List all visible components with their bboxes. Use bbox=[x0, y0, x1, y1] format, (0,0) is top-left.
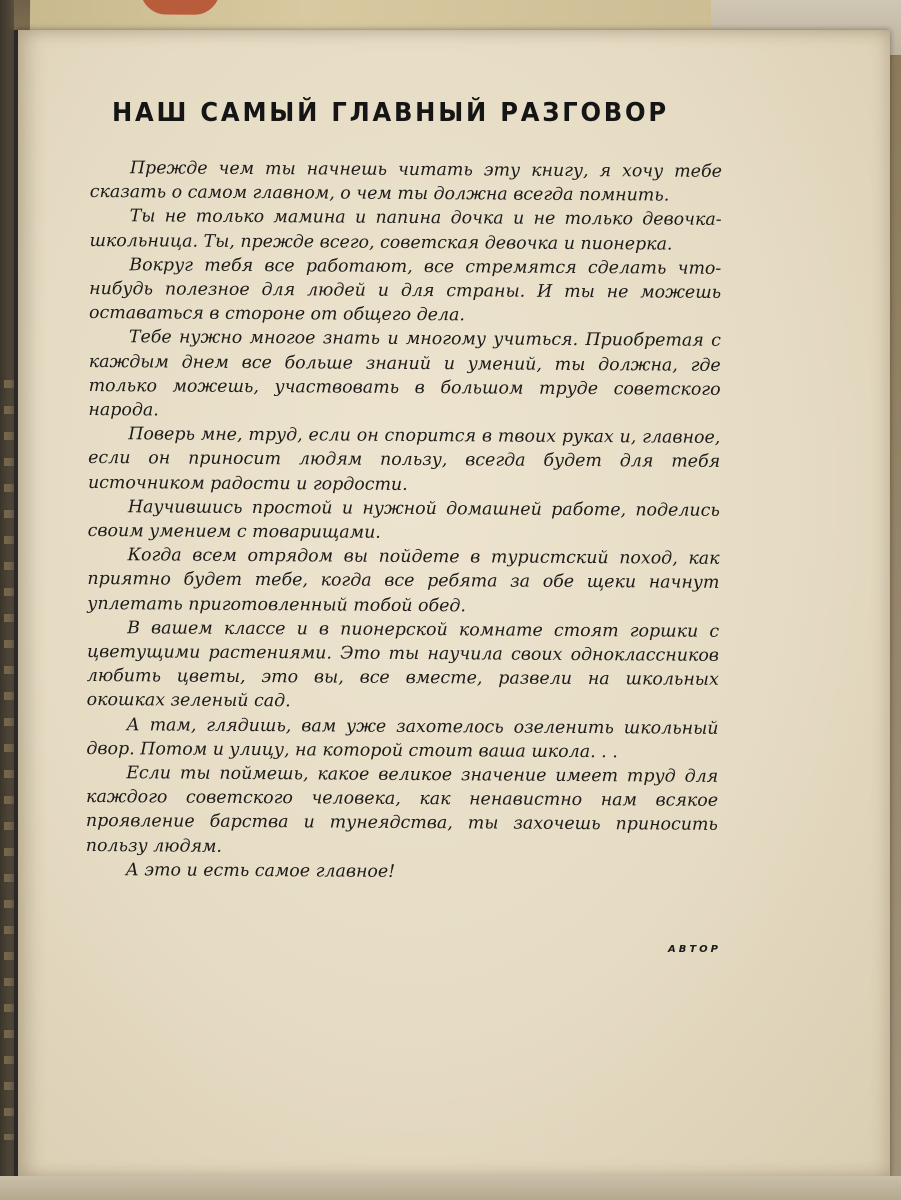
paragraph: Ты не только мамина и папина дочка и не только девочка-школьница. Ты, прежде всего, советская девочка и пионерка. bbox=[89, 206, 722, 255]
page-text bbox=[86, 156, 722, 886]
paragraph: Если ты поймешь, какое великое значение имеет труд для каждого советского человека, как ненавистно нам всякое проявление барства и тунеядства, ты захочешь приносить пользу людям. bbox=[85, 763, 719, 857]
page-title: НАШ САМЫЙ ГЛАВНЫЙ РАЗГОВОР bbox=[112, 98, 669, 128]
paragraph: Вокруг тебя все работают, все стремятся сделать что-нибудь полезное для людей и для страны. И ты не можешь оставаться в стороне от общего дела. bbox=[88, 255, 722, 326]
paragraph: Тебе нужно многое знать и многому учиться. Приобретая с каждым днем все больше знаний и умений, ты должна, где только можешь, участвовать в большом труде советского народа. bbox=[88, 327, 721, 421]
book-binding bbox=[0, 0, 14, 1200]
paragraph: А там, глядишь, вам уже захотелось озеленить школьный двор. Потом и улицу, на которой стоит ваша школа. . . bbox=[86, 714, 719, 763]
paragraph: Научившись простой и нужной домашней работе, поделись своим умением с товарищами. bbox=[87, 497, 720, 543]
paragraph: Прежде чем ты начнешь читать эту книгу, я хочу тебе сказать о самом главном, о чем ты должна всегда помнить. bbox=[89, 158, 722, 206]
binding-stitches bbox=[4, 380, 14, 1140]
book-cover-ornament bbox=[140, 0, 220, 15]
paragraph: А это и есть самое главное! bbox=[125, 860, 396, 882]
author-signature: АВТОР bbox=[667, 944, 721, 955]
paragraph: В вашем классе и в пионерской комнате стоят горшки с цветущими растениями. Это ты научила своих одноклассников любить цветы, это вы, все вместе, развели на школьных окошках зеленый сад. bbox=[86, 618, 720, 712]
paragraph: Когда всем отрядом вы пойдете в туристский поход, как приятно будет тебе, когда все ребята за обе щеки начнут уплетать приготовленный тобой обед. bbox=[87, 545, 720, 616]
paragraph: Поверь мне, труд, если он спорится в твоих руках и, главное, если он приносит людям пользу, всегда будет для тебя источником радости и гордости. bbox=[87, 424, 721, 495]
page-bottom-edge bbox=[0, 1176, 901, 1200]
